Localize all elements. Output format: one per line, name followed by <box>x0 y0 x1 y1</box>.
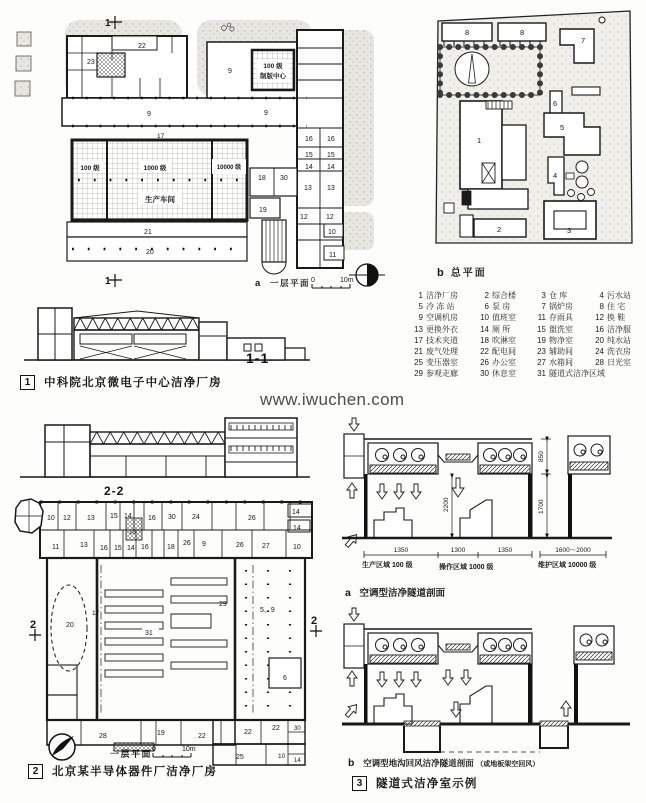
section-2-2-drawing <box>20 418 310 477</box>
airflow-arrow-down <box>377 484 387 499</box>
scale-zero: 0 <box>152 746 156 753</box>
section-mark-2-right <box>310 615 322 637</box>
section-mark-label: 2 <box>311 615 318 627</box>
room-label: 30 <box>294 726 301 732</box>
zone-label-1000: 1000 级 <box>143 165 167 172</box>
building-number: 7 <box>581 36 586 45</box>
dim-2200: 2200 <box>443 497 450 512</box>
legend-item: 4 污水站 <box>599 291 631 300</box>
room-label: 15 <box>327 152 335 159</box>
building-number: 6 <box>553 99 558 108</box>
room-label: 30 <box>168 514 176 521</box>
legend-item: 8 住 宅 <box>599 302 626 312</box>
column-dots <box>246 570 290 710</box>
room-label: 15 <box>305 152 313 159</box>
legend-item: 5 冷 冻 站 <box>418 302 455 312</box>
return-trench <box>540 726 568 748</box>
scale-ten: 10m <box>182 746 196 753</box>
room-label: 15 <box>110 513 118 520</box>
legend-item: 2 综合楼 <box>484 291 516 300</box>
legend-item: 26 办公室 <box>480 358 516 368</box>
scale-zero: 0 <box>311 277 315 284</box>
watermark: www.iwuchen.com <box>260 390 405 409</box>
figure3a-title: 空调型洁净隧道剖面 <box>359 588 445 599</box>
figure3b-title: 空调型地沟回风洁净隧道剖面 <box>363 758 474 768</box>
legend-item: 17 技术夹道 <box>414 335 458 345</box>
compass-icon <box>49 734 75 760</box>
room-label: 30 <box>280 175 288 182</box>
return-trench <box>404 726 440 752</box>
room-label: 10 <box>47 515 55 522</box>
airflow-arrow-down <box>377 672 387 687</box>
room-label: 13 <box>80 542 88 549</box>
legend-item: 29 参观走廊 <box>414 369 458 379</box>
figure3a-tunnel-section <box>342 412 646 582</box>
plate-center-label1: 100 级 <box>263 63 283 70</box>
room-label: 22 <box>198 733 206 740</box>
process-equipment <box>460 686 492 724</box>
room-label: 10 <box>293 544 301 551</box>
plate-center-label2: 制版中心 <box>260 73 286 80</box>
figure3-caption-text: 隧道式洁净室示例 <box>376 778 478 790</box>
plan-letter: a <box>255 278 261 289</box>
room-label: 16 <box>141 544 149 551</box>
legend-item: 28 日光室 <box>595 358 631 368</box>
air-shower <box>126 518 142 540</box>
room-label: 11 <box>329 252 337 259</box>
room-label: 18 <box>129 530 136 536</box>
room-label: 9 <box>264 110 268 117</box>
legend-item: 7 锅炉房 <box>541 302 573 312</box>
building-number: 3 <box>567 226 572 235</box>
legend-item: 18 吹淋室 <box>480 335 516 345</box>
dim-1300: 1300 <box>450 547 466 554</box>
zone-label-10000: 10000 级 <box>216 165 242 171</box>
room-label: 11 <box>52 544 60 551</box>
room-label: 9 <box>202 541 206 548</box>
zone-production: 生产区域 100 级 <box>362 562 413 569</box>
legend-item: 23 辅助间 <box>537 347 573 357</box>
figure3b-caption <box>348 757 539 769</box>
legend-item: 22 配电间 <box>480 347 516 357</box>
airflow-arrow-up <box>347 671 357 686</box>
section-mark-label: 1 <box>105 18 111 29</box>
figure2-drawings <box>6 410 338 762</box>
legend-item: 16 洁净服 <box>595 324 631 334</box>
room-label: 26 <box>236 542 244 549</box>
room-label: 24 <box>192 514 200 521</box>
room-label: 22 <box>138 43 146 50</box>
section-label-1-1: 1-1 <box>246 350 270 366</box>
figure2-caption <box>28 763 217 779</box>
process-equipment <box>374 694 412 724</box>
room-label: 16 <box>305 136 313 143</box>
building-number: 5 <box>560 123 565 132</box>
room-label: 20 <box>66 622 74 629</box>
room-label: 13 <box>304 185 312 192</box>
figure2-caption-text: 北京某半导体器件厂洁净厂房 <box>52 766 218 778</box>
airflow-arrow-return <box>343 701 360 719</box>
scale-ten: 10m <box>340 277 354 284</box>
figure-number-box: 1 <box>20 375 35 390</box>
figure-number-box: 3 <box>352 776 367 791</box>
scale-bar <box>312 284 350 288</box>
hepa-filter <box>370 465 436 473</box>
room-label: 12 <box>326 214 334 221</box>
dim-850: 850 <box>538 451 545 462</box>
hepa-filter <box>370 655 436 663</box>
figure3b-tunnel-section <box>342 606 646 758</box>
room-label: 10 <box>278 753 286 760</box>
building-number: 8 <box>465 28 470 37</box>
room-label: 26 <box>183 540 191 547</box>
room-label: 9 <box>228 68 232 75</box>
scale-bar <box>153 753 191 757</box>
legend-item: 25 变压器室 <box>414 358 458 368</box>
room-label: 14 <box>327 164 335 171</box>
legend-item: 27 水箱间 <box>537 358 573 368</box>
section-mark-label: 1 <box>105 276 111 287</box>
room-label: 5、9 <box>260 607 275 614</box>
dim-1700: 1700 <box>538 499 545 514</box>
figure3a-letter: a <box>345 587 351 599</box>
room-label: 16 <box>148 515 156 522</box>
room-legend <box>412 291 646 380</box>
legend-item: 10 值班室 <box>480 313 516 323</box>
room-label: 18 <box>167 544 175 551</box>
room-label: 27 <box>262 543 270 550</box>
hall-label: 生产车间 <box>145 195 175 204</box>
building-number: 1 <box>477 136 482 145</box>
legend-item: 1 洁净厂房 <box>418 291 458 300</box>
process-equipment <box>460 500 492 538</box>
legend-item: 15 盥洗室 <box>537 324 573 334</box>
figure3a-caption <box>345 585 445 599</box>
main-cleanroom-building <box>460 101 502 189</box>
room-label: 13 <box>327 185 335 192</box>
legend-item: 24 洗衣房 <box>595 347 631 357</box>
site-letter: b <box>437 267 444 279</box>
room-label: 12 <box>63 515 71 522</box>
airflow-arrow-up <box>561 701 571 716</box>
legend-item: 31 隧道式洁净区域 <box>537 369 605 379</box>
site-plan <box>432 5 642 257</box>
section-mark-label: 2 <box>30 619 37 631</box>
legend-item: 30 休息室 <box>480 369 516 379</box>
zone-label-100: 100 级 <box>80 165 100 172</box>
room-label: 14 <box>292 509 300 516</box>
airflow-arrow-up <box>347 483 357 498</box>
room-label: 28 <box>99 733 107 740</box>
room-label: 14 <box>305 164 313 171</box>
legend-item: 20 纯水站 <box>595 335 631 345</box>
room-label: 21 <box>144 229 152 236</box>
room-label: 6 <box>283 675 287 682</box>
building-number: 2 <box>497 225 502 234</box>
legend-item: 21 废气处理 <box>414 347 458 357</box>
tunnel-wall <box>528 664 533 724</box>
room-label: 16 <box>100 545 108 552</box>
hepa-filter <box>446 454 470 460</box>
dim-1350: 1350 <box>497 547 513 554</box>
zone-maintenance: 维护区域 10000 级 <box>538 562 597 569</box>
room-label: 9 <box>147 111 151 118</box>
workbenches <box>105 578 227 677</box>
figure2-floor-plan <box>15 499 312 765</box>
figure3b-note: （或地板架空回风） <box>476 761 540 768</box>
room-label: 22 <box>244 729 252 736</box>
airflow-arrow-down <box>349 418 359 431</box>
room-label: 18 <box>258 175 266 182</box>
room-label: 15 <box>114 545 122 552</box>
room-label: 16 <box>327 136 335 143</box>
hepa-filter <box>480 655 530 663</box>
room-label: 14 <box>294 758 301 764</box>
room-label: 29 <box>219 601 227 608</box>
figure-number-box: 2 <box>28 764 43 779</box>
room-label: 25 <box>236 754 244 761</box>
plan-title: 一层平面 <box>110 749 153 759</box>
room-label: 14 <box>293 525 301 532</box>
room-label: 20 <box>146 249 154 256</box>
legend-item: 6 泵 房 <box>484 302 511 312</box>
room-label: 31 <box>145 630 153 637</box>
tunnel-wall <box>528 474 533 538</box>
figure1-floor-plan <box>12 8 432 293</box>
legend-item: 11 存雨具 <box>537 313 573 323</box>
process-equipment <box>374 508 412 538</box>
legend-item: 12 换 鞋 <box>595 313 626 323</box>
building-number: 4 <box>553 171 558 180</box>
section-mark-1-bottom <box>105 274 122 287</box>
room-label: 19 <box>259 207 267 214</box>
compass-icon <box>349 264 385 286</box>
legend-item: 19 物净室 <box>537 335 573 345</box>
room-label: 19 <box>157 730 165 737</box>
room-label: 14 <box>124 513 132 520</box>
room-label: 10 <box>328 229 336 236</box>
figure3-caption <box>352 775 478 791</box>
room-label: 23 <box>87 59 95 66</box>
hepa-filter <box>480 465 530 473</box>
building-number: 8 <box>520 28 525 37</box>
dim-1350: 1350 <box>393 547 409 554</box>
dim-1600-2000: 1600～2000 <box>555 547 591 554</box>
trench-grating <box>404 721 440 726</box>
section-mark-2-left <box>29 619 41 641</box>
zone-operation: 操作区域 1000 级 <box>439 564 494 571</box>
figure3b-letter: b <box>348 757 355 769</box>
section-label-2-2: 2-2 <box>104 484 125 498</box>
room-label: 14 <box>127 545 135 552</box>
airflow-arrow-return <box>343 531 360 549</box>
room-label: 17 <box>157 133 165 140</box>
site-title: 总平面 <box>450 268 487 279</box>
room-label: 26 <box>248 515 256 522</box>
room-label: 12 <box>300 214 308 221</box>
room-label: 17 <box>92 610 100 617</box>
figure1-caption <box>20 374 222 390</box>
room-label: 13 <box>87 515 95 522</box>
figure1-caption-text: 中科院北京微电子中心洁净厂房 <box>44 377 222 389</box>
stair <box>262 220 286 262</box>
plan-title-and-scale <box>255 277 354 289</box>
legend-item: 9 空调机房 <box>418 313 458 323</box>
room-label: 22 <box>272 725 280 732</box>
legend-item: 14 厕 所 <box>480 324 511 334</box>
legend-item: 3 仓 库 <box>541 291 568 300</box>
legend-item: 13 更换外衣 <box>414 324 458 334</box>
trench-grating <box>540 721 568 726</box>
plan-title: 一层平面 <box>270 278 311 288</box>
airflow-arrow-down <box>349 608 359 621</box>
site-plan-caption <box>437 264 487 279</box>
